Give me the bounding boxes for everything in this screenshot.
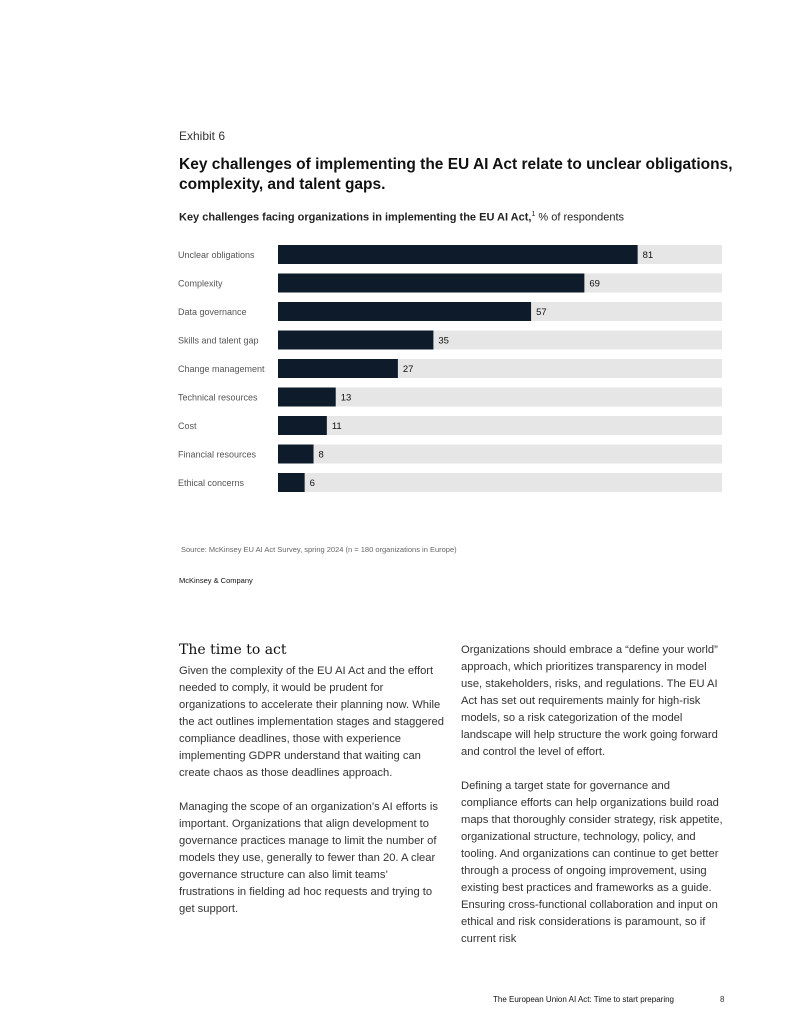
bar-row [178,445,722,464]
bar-track [278,445,722,464]
paragraph: Given the complexity of the EU AI Act and the effort needed to comply, it would be prudent for organizations to accelerate their planning now. While the act outlines implementation stages and staggered compliance deadlines, those with experience implementing GDPR understand that waiting can create chaos as those deadlines approach. [179,665,444,779]
value-label: 13 [340,392,352,404]
category-label: Technical resources [178,392,258,403]
bar-row [178,359,722,378]
value-label: 69 [589,278,600,290]
value-label: 8 [318,449,324,461]
value-label: 27 [402,364,414,375]
chart-subtitle-unit: % of respondents [535,211,625,224]
bar [278,445,314,464]
paragraph: Defining a target state for governance and compliance efforts can help organizations build road maps that thoroughly consider strategy, risk appetite, organizational structure, technology, policy, and tooling. And organizations can continue to get better through a process of ongoing improvement, using existing best practices and frameworks as a guide. Ensuring cross-functional collaboration and input on ethical and risk considerations is paramount, so if current risk [461,780,723,945]
page-number: 8 [720,995,725,1004]
bar [278,388,336,407]
chart-subtitle-bold: Key challenges facing organizations in implementing the EU AI Act, [179,211,532,224]
category-label: Ethical concerns [178,478,245,488]
bar-row [178,302,722,321]
paragraph: Organizations should embrace a “define your world” approach, which prioritizes transparency in model use, stakeholders, risks, and regulations. The EU AI Act has set out requirements mainly for high-risk models, so a risk categorization of the model landscape will help structure the work going forward and control the level of effort. [461,644,718,758]
bar-row [178,274,722,293]
bar [278,245,638,264]
bar-row [178,473,722,492]
exhibit-label: Exhibit 6 [179,129,226,143]
brand-label: McKinsey & Company [179,576,253,585]
category-label: Change management [178,364,265,374]
bar [278,359,398,378]
value-label: 81 [642,250,654,261]
bar [278,473,305,492]
exhibit-title: Key challenges of implementing the EU AI Act relate to unclear obligations, complexity, and talent gaps. [179,156,733,193]
bar [278,274,584,293]
value-label: 6 [309,478,315,489]
paragraph: Managing the scope of an organization’s AI efforts is important. Organizations that align development to governance practices manage to limit the number of models they use, generally to fewer than 20. A clear governance structure can also limit teams’ frustrations in fielding ad hoc requests and trying to get support. [179,801,438,915]
bar-row [178,388,722,407]
value-label: 11 [331,421,342,432]
section-heading: The time to act [179,642,287,658]
right-column [461,642,723,948]
bar-row [178,245,722,264]
bar-row [178,331,722,350]
category-label: Financial resources [178,449,257,460]
category-label: Skills and talent gap [178,335,259,346]
category-label: Cost [178,421,197,431]
footer-title: The European Union AI Act: Time to start preparing [493,995,674,1004]
bar-track [278,416,722,435]
bar [278,331,433,350]
source-note: Source: McKinsey EU AI Act Survey, spring 2024 (n = 180 organizations in Europe) [181,545,457,554]
bar-row [178,416,722,435]
left-column [179,663,444,918]
category-label: Data governance [178,307,247,317]
category-label: Complexity [178,278,223,289]
bar-track [278,473,722,492]
value-label: 35 [438,335,449,347]
footnote-marker: 1 [531,211,536,218]
bar [278,302,531,321]
category-label: Unclear obligations [178,250,255,260]
bar [278,416,327,435]
value-label: 57 [536,307,547,318]
